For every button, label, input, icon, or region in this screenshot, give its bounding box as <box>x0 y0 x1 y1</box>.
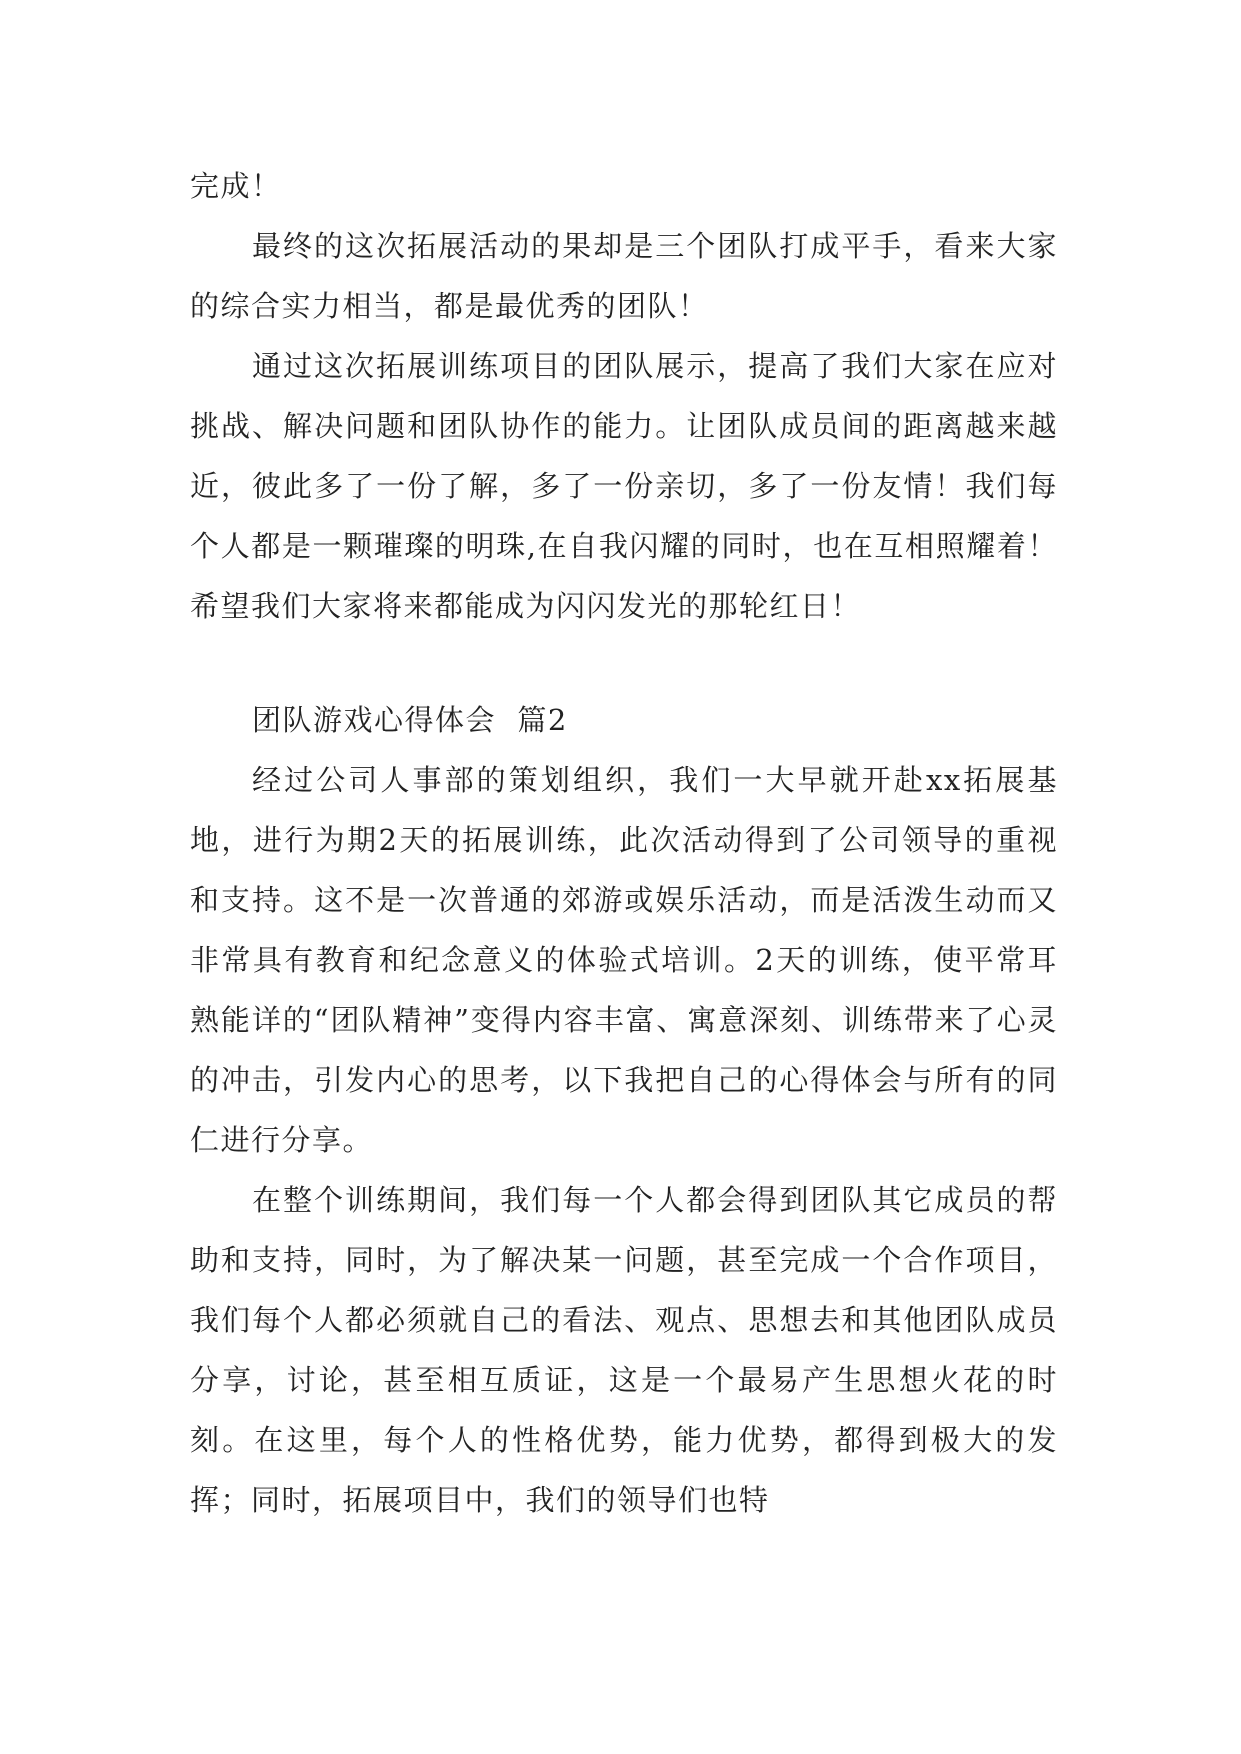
section-heading: 团队游戏心得体会 篇2 <box>252 703 568 737</box>
document-body <box>190 156 1058 1530</box>
section-gap <box>190 636 1058 690</box>
paragraph-5: 在整个训练期间，我们每一个人都会得到团队其它成员的帮助和支持，同时，为了解决某一问题，甚至完成一个合作项目，我们每个人都必须就自己的看法、观点、思想去和其他团队成员分享，讨论，甚至相互质证，这是一个最易产生思想火花的时刻。在这里，每个人的性格优势，能力优势，都得到极大的发挥；同时，拓展项目中，我们的领导们也特 <box>190 1183 1058 1517</box>
paragraph-3: 通过这次拓展训练项目的团队展示，提高了我们大家在应对挑战、解决问题和团队协作的能力。让团队成员间的距离越来越近，彼此多了一份了解，多了一份亲切，多了一份友情！我们每个人都是一颗璀璨的明珠,在自我闪耀的同时，也在互相照耀着！希望我们大家将来都能成为闪闪发光的那轮红日！ <box>190 349 1058 623</box>
paragraph-2: 最终的这次拓展活动的果却是三个团队打成平手，看来大家的综合实力相当，都是最优秀的团队！ <box>190 229 1058 323</box>
paragraph-4: 经过公司人事部的策划组织，我们一大早就开赴xx拓展基地，进行为期2天的拓展训练，此次活动得到了公司领导的重视和支持。这不是一次普通的郊游或娱乐活动，而是活泼生动而又非常具有教育和纪念意义的体验式培训。2天的训练，使平常耳熟能详的“团队精神”变得内容丰富、寓意深刻、训练带来了心灵的冲击，引发内心的思考，以下我把自己的心得体会与所有的同仁进行分享。 <box>190 763 1058 1157</box>
paragraph-1: 完成！ <box>190 169 282 203</box>
